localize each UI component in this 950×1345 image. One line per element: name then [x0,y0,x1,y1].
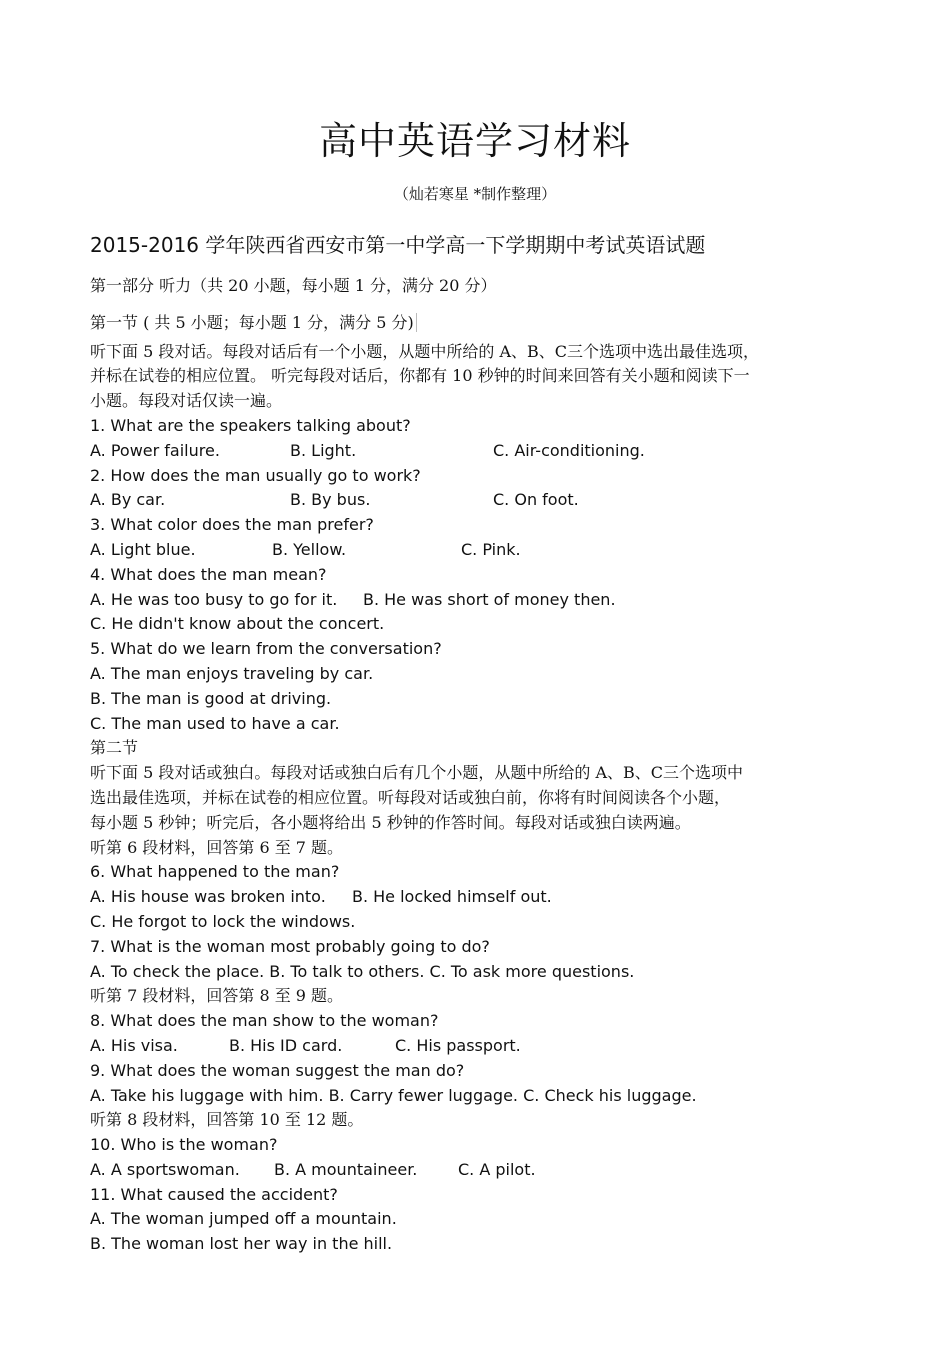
part1-heading: 第一部分 听力（共 20 小题，每小题 1 分，满分 20 分） [90,276,497,295]
question-options [90,1158,870,1183]
section1-instruction-line: 小题。每段对话仅读一遍。 [90,391,283,411]
section2-instruction-line: 听下面 5 段对话或独白。每段对话或独白后有几个小题，从题中所给的 A、B、C三个选项中 [90,763,743,783]
option-c: C. He forgot to lock the windows. [90,911,356,931]
question-options [90,885,870,910]
question-stem: 8. What does the man show to the woman? [90,1011,439,1031]
option-c: C. A pilot. [458,1159,536,1179]
question-stem: 5. What do we learn from the conversation? [90,639,442,659]
option-b: B. A mountaineer. [274,1159,418,1179]
option-c: C. The man used to have a car. [90,713,340,733]
option-c: C. Check his luggage. [523,1085,697,1105]
option-a: A. His house was broken into. [90,887,326,907]
section1-heading [90,311,870,336]
option-a: A. His visa. [90,1035,178,1055]
option-a: A. To check the place. [90,961,265,981]
option-a: A. By car. [90,490,166,510]
page-subtitle: （灿若寒星 *制作整理） [393,185,557,203]
option-c: C. He didn't know about the concert. [90,614,385,634]
option-c: C. To ask more questions. [429,961,635,981]
section2-heading: 第二节 [90,738,139,758]
option-b: B. Carry fewer luggage. [328,1085,518,1105]
question-options [90,588,870,613]
question-stem: 1. What are the speakers talking about? [90,415,411,435]
question-stem: 2. How does the man usually go to work? [90,465,421,485]
option-b: B. He was short of money then. [363,589,616,609]
option-c: C. His passport. [395,1035,521,1055]
question-options [90,488,870,513]
option-a: A. A sportswoman. [90,1159,240,1179]
question-stem: 11. What caused the accident? [90,1184,338,1204]
exam-title: 2015-2016 学年陕西省西安市第一中学高一下学期期中考试英语试题 [90,233,706,257]
option-c: C. Air-conditioning. [493,440,645,460]
option-b: B. By bus. [290,490,371,510]
option-a: A. Light blue. [90,539,196,559]
question-options [90,538,870,563]
option-c: C. Pink. [461,539,521,559]
question-options [90,439,870,464]
option-c: C. On foot. [493,490,579,510]
option-b: B. To talk to others. [269,961,425,981]
option-b: B. Light. [290,440,357,460]
option-b: B. The woman lost her way in the hill. [90,1234,393,1254]
question-stem: 3. What color does the man prefer? [90,515,374,535]
question-stem: 7. What is the woman most probably going to do? [90,936,490,956]
section1-instruction-line: 并标在试卷的相应位置。 听完每段对话后，你都有 10 秒钟的时间来回答有关小题和阅读下一 [90,366,750,386]
option-a: A. Take his luggage with him. [90,1085,324,1105]
section1-heading-text: 第一节 ( 共 5 小题；每小题 1 分，满分 5 分) [90,313,417,332]
question-stem: 10. Who is the woman? [90,1135,278,1155]
page-title: 高中英语学习材料 [318,119,631,163]
exam-body [90,274,870,1257]
material-heading: 听第 7 段材料，回答第 8 至 9 题。 [90,986,344,1006]
question-options [90,960,870,985]
question-stem: 6. What happened to the man? [90,862,340,882]
question-options [90,1084,870,1109]
option-a: A. The man enjoys traveling by car. [90,663,374,683]
question-stem: 9. What does the woman suggest the man do? [90,1060,465,1080]
question-options [90,1034,870,1059]
option-a: A. Power failure. [90,440,220,460]
section2-instruction-line: 选出最佳选项，并标在试卷的相应位置。听每段对话或独白前，你将有时间阅读各个小题， [90,787,731,807]
section2-instruction-line: 每小题 5 秒钟；听完后，各小题将给出 5 秒钟的作答时间。每段对话或独白读两遍。 [90,812,691,832]
option-b: B. Yellow. [272,539,347,559]
section1-instruction-line: 听下面 5 段对话。每段对话后有一个小题，从题中所给的 A、B、C三个选项中选出最佳选项， [90,341,759,361]
option-b: B. He locked himself out. [352,887,552,907]
option-b: B. The man is good at driving. [90,688,332,708]
material-heading: 听第 8 段材料，回答第 10 至 12 题。 [90,1110,364,1130]
option-a: A. The woman jumped off a mountain. [90,1209,397,1229]
option-a: A. He was too busy to go for it. [90,589,338,609]
option-b: B. His ID card. [229,1035,343,1055]
material-heading: 听第 6 段材料，回答第 6 至 7 题。 [90,837,344,857]
question-stem: 4. What does the man mean? [90,564,327,584]
